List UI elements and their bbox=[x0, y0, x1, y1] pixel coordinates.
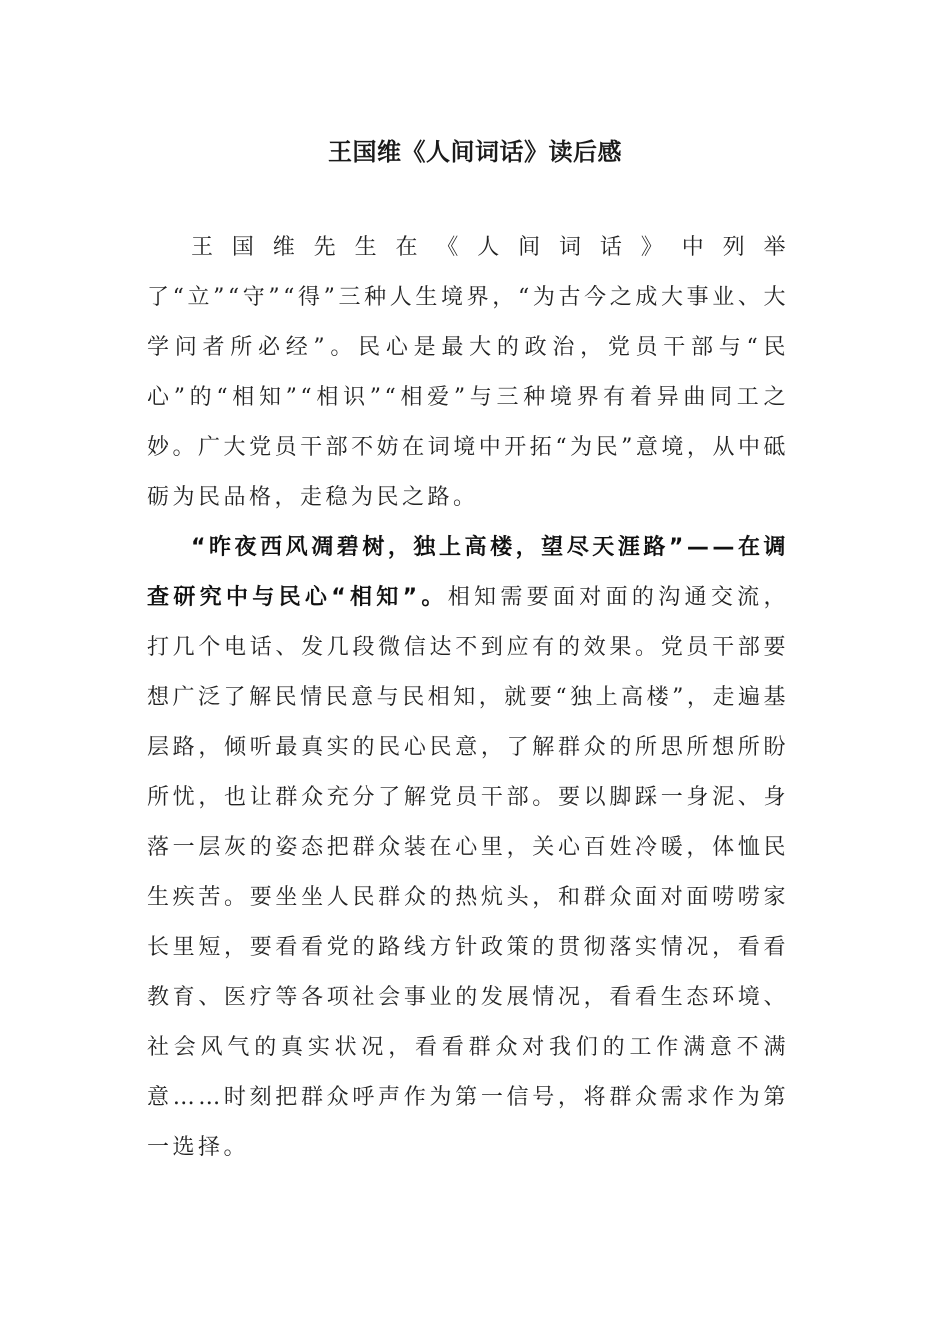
paragraph-intro-text: 王国维先生在《人间词话》中列举了“立”“守”“得”三种人生境界，“为古今之成大事业、大学问者所必经”。民心是最大的政治，党员干部与“民心”的“相知”“相识”“相爱”与三种境界有着异曲同工之妙。广大党员干部不妨在词境中开拓“为民”意境，从中砥砺为民品格，走稳为民之路。 bbox=[147, 235, 789, 510]
document-body bbox=[147, 223, 789, 1173]
paragraph-first-realm-text: 相知需要面对面的沟通交流，打几个电话、发几段微信达不到应有的效果。党员干部要想广泛了解民情民意与民相知，就要“独上高楼”，走遍基层路，倾听最真实的民心民意，了解群众的所思所想所盼所忧，也让群众充分了解党员干部。要以脚踩一身泥、身落一层灰的姿态把群众装在心里，关心百姓冷暖，体恤民生疾苦。要坐坐人民群众的热炕头，和群众面对面唠唠家长里短，要看看党的路线方针政策的贯彻落实情况，看看教育、医疗等各项社会事业的发展情况，看看生态环境、社会风气的真实状况，看看群众对我们的工作满意不满意……时刻把群众呼声作为第一信号，将群众需求作为第一选择。 bbox=[147, 585, 789, 1160]
paragraph-intro bbox=[147, 223, 789, 523]
paragraph-first-realm bbox=[147, 523, 789, 1173]
paragraph-first-realm-heading: “昨夜西风凋碧树，独上高楼，望尽天涯路”——在调查研究中与民心“相知”。 bbox=[147, 535, 789, 610]
document-title: 王国维《人间词话》读后感 bbox=[328, 138, 622, 166]
